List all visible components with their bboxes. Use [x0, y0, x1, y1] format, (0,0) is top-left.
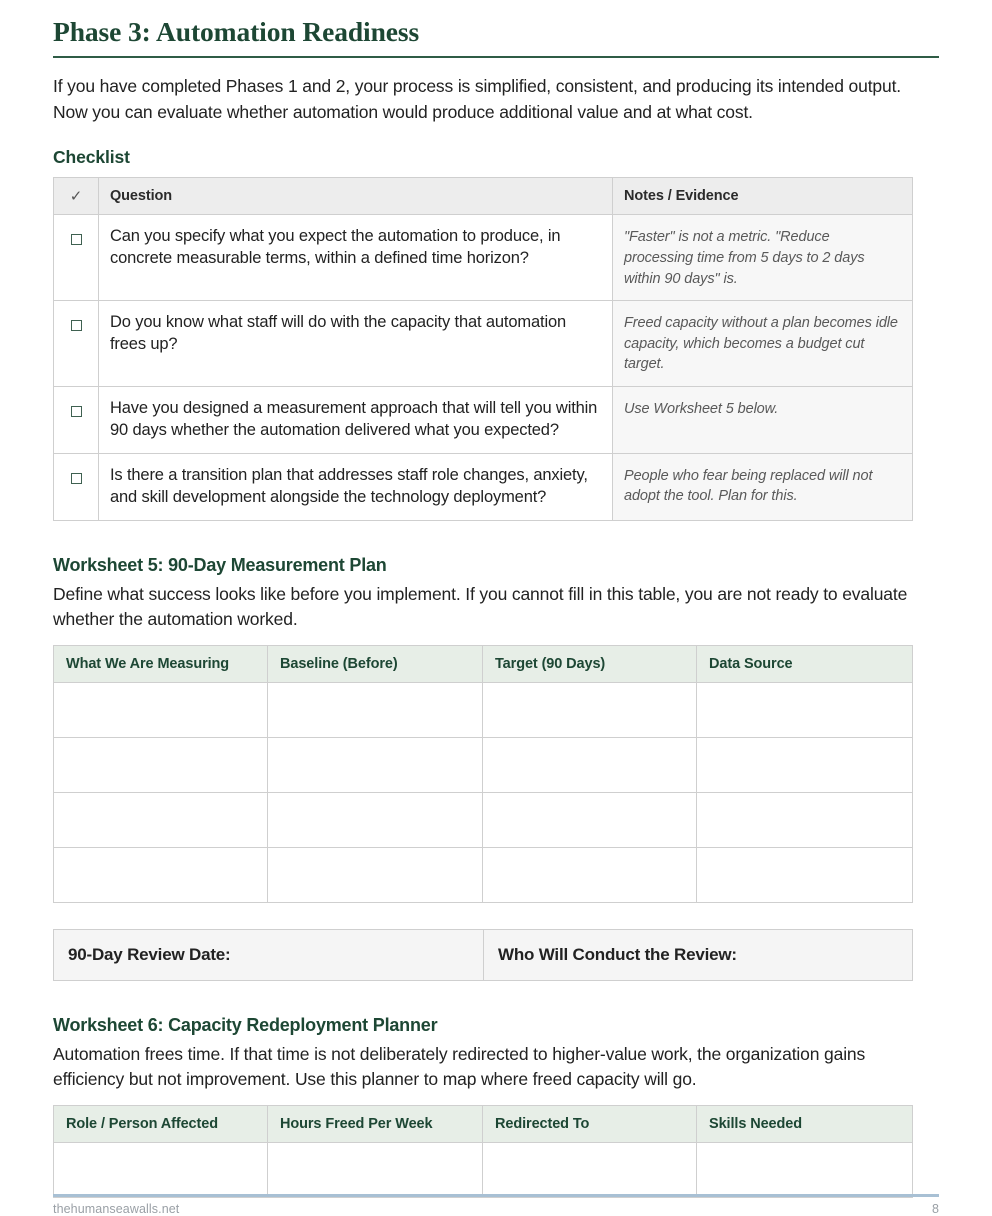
- worksheet5-cell[interactable]: [697, 737, 913, 792]
- table-row: [54, 929, 913, 980]
- worksheet6-cell[interactable]: [697, 1142, 913, 1197]
- page-footer: [53, 1194, 939, 1216]
- worksheet5-column-3: Data Source: [697, 645, 913, 682]
- worksheet6-cell[interactable]: [54, 1142, 268, 1197]
- worksheet5-cell[interactable]: [54, 847, 268, 902]
- table-row: [54, 847, 913, 902]
- checklist-column-question: Question: [99, 178, 613, 215]
- worksheet5-cell[interactable]: [483, 737, 697, 792]
- table-row: [54, 453, 913, 520]
- checklist-checkbox-cell[interactable]: [54, 215, 99, 301]
- worksheet5-column-0: What We Are Measuring: [54, 645, 268, 682]
- intro-paragraph: If you have completed Phases 1 and 2, your process is simplified, consistent, and producing its intended output. Now you can evaluate whether automation would produce additional value and at what cost.: [53, 76, 902, 122]
- review-date-table: [53, 929, 913, 981]
- checklist-notes: Freed capacity without a plan becomes idle capacity, which becomes a budget cut target.: [613, 301, 913, 387]
- footer-site-url: thehumanseawalls.net: [53, 1202, 180, 1216]
- review-date-label[interactable]: 90-Day Review Date:: [54, 929, 484, 980]
- checklist-header-row: [54, 178, 913, 215]
- checklist-column-check: ✓: [54, 178, 99, 215]
- worksheet5-cell[interactable]: [483, 682, 697, 737]
- worksheet6-description: Automation frees time. If that time is not deliberately redirected to higher-value work, the organization gains efficiency but not improvement. Use this planner to map where freed capacity will go.: [53, 1043, 866, 1090]
- worksheet5-cell[interactable]: [268, 847, 483, 902]
- worksheet6-heading: Worksheet 6: Capacity Redeployment Planner: [53, 1014, 438, 1035]
- worksheet5-cell[interactable]: [697, 792, 913, 847]
- worksheet5-column-2: Target (90 Days): [483, 645, 697, 682]
- table-row: [54, 792, 913, 847]
- table-row: [54, 737, 913, 792]
- section-spacer: [53, 903, 939, 929]
- footer-page-number: 8: [932, 1202, 939, 1216]
- worksheet5-cell[interactable]: [483, 847, 697, 902]
- checkbox-empty-icon[interactable]: [71, 473, 82, 484]
- title-divider: [53, 56, 939, 58]
- worksheet5-heading: Worksheet 5: 90-Day Measurement Plan: [53, 554, 387, 575]
- worksheet5-cell[interactable]: [268, 792, 483, 847]
- table-row: [54, 682, 913, 737]
- checkbox-empty-icon[interactable]: [71, 320, 82, 331]
- checklist-question: Do you know what staff will do with the capacity that automation frees up?: [99, 301, 613, 387]
- worksheet6-column-1: Hours Freed Per Week: [268, 1105, 483, 1142]
- worksheet6-table: [53, 1105, 913, 1198]
- worksheet5-table: [53, 645, 913, 903]
- section-spacer: [53, 521, 939, 555]
- table-row: [54, 386, 913, 453]
- worksheet5-cell[interactable]: [483, 792, 697, 847]
- checklist-column-notes: Notes / Evidence: [613, 178, 913, 215]
- checkbox-empty-icon[interactable]: [71, 234, 82, 245]
- worksheet5-cell[interactable]: [54, 737, 268, 792]
- checklist-question: Is there a transition plan that addresses staff role changes, anxiety, and skill development alongside the technology deployment?: [99, 453, 613, 520]
- worksheet6-header-row: [54, 1105, 913, 1142]
- worksheet5-cell[interactable]: [697, 847, 913, 902]
- worksheet6-column-0: Role / Person Affected: [54, 1105, 268, 1142]
- worksheet6-column-3: Skills Needed: [697, 1105, 913, 1142]
- worksheet5-cell[interactable]: [268, 737, 483, 792]
- table-row: [54, 215, 913, 301]
- table-row: [54, 301, 913, 387]
- worksheet5-header-row: [54, 645, 913, 682]
- checkbox-empty-icon[interactable]: [71, 406, 82, 417]
- worksheet5-column-1: Baseline (Before): [268, 645, 483, 682]
- checklist-question: Can you specify what you expect the automation to produce, in concrete measurable terms, within a defined time horizon?: [99, 215, 613, 301]
- worksheet5-cell[interactable]: [54, 682, 268, 737]
- checklist-checkbox-cell[interactable]: [54, 453, 99, 520]
- worksheet5-cell[interactable]: [697, 682, 913, 737]
- checklist-heading: Checklist: [53, 147, 130, 168]
- checklist-notes: "Faster" is not a metric. "Reduce processing time from 5 days to 2 days within 90 days" is.: [613, 215, 913, 301]
- worksheet6-column-2: Redirected To: [483, 1105, 697, 1142]
- checklist-checkbox-cell[interactable]: [54, 301, 99, 387]
- worksheet5-cell[interactable]: [54, 792, 268, 847]
- checklist-checkbox-cell[interactable]: [54, 386, 99, 453]
- table-row: [54, 1142, 913, 1197]
- page-title: Phase 3: Automation Readiness: [53, 16, 420, 47]
- worksheet5-description: Define what success looks like before you implement. If you cannot fill in this table, you are not ready to evaluate whether the automation worked.: [53, 583, 908, 630]
- worksheet6-cell[interactable]: [268, 1142, 483, 1197]
- checklist-question: Have you designed a measurement approach that will tell you within 90 days whether the automation delivered what you expected?: [99, 386, 613, 453]
- review-owner-label[interactable]: Who Will Conduct the Review:: [484, 929, 913, 980]
- section-spacer: [53, 981, 939, 1015]
- worksheet5-cell[interactable]: [268, 682, 483, 737]
- worksheet6-cell[interactable]: [483, 1142, 697, 1197]
- checklist-table: [53, 177, 913, 520]
- checklist-notes: Use Worksheet 5 below.: [613, 386, 913, 453]
- checklist-notes: People who fear being replaced will not adopt the tool. Plan for this.: [613, 453, 913, 520]
- footer-row: [53, 1197, 939, 1216]
